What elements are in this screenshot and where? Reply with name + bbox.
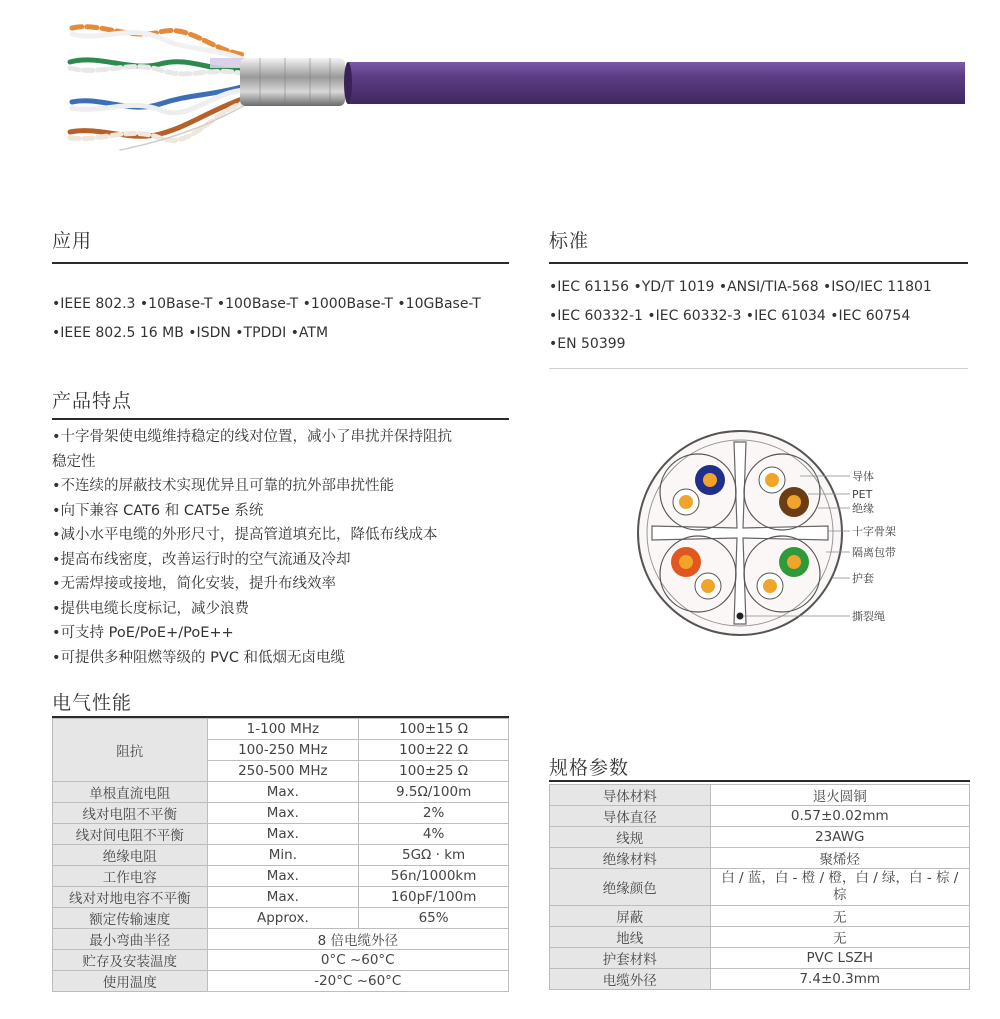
table-cell: 4% [359, 824, 509, 845]
table-cell: Max. [207, 824, 359, 845]
table-cell: 退火圆铜 [710, 785, 969, 806]
table-cell: 0.57±0.02mm [710, 806, 969, 827]
standard-line: •IEC 61156 •YD/T 1019 •ANSI/TIA-568 •ISO/IEC 11801 [549, 279, 932, 295]
table-row [550, 906, 970, 927]
table-row [53, 866, 509, 887]
table-label: 单根直流电阻 [53, 782, 208, 803]
table-cell: 8 倍电缆外径 [207, 929, 508, 950]
table-cell: 100-250 MHz [207, 740, 359, 761]
table-cell: Max. [207, 803, 359, 824]
table-label: 工作电容 [53, 866, 208, 887]
table-label: 线对间电阻不平衡 [53, 824, 208, 845]
table-row [53, 971, 509, 992]
feature-item: 稳定性 [52, 453, 96, 470]
table-label: 导体材料 [550, 785, 711, 806]
table-label: 绝缘颜色 [550, 869, 711, 906]
table-label: 线对电阻不平衡 [53, 803, 208, 824]
table-label: 线规 [550, 827, 711, 848]
cable-illustration [60, 10, 970, 160]
feature-item: •向下兼容 CAT6 和 CAT5e 系统 [52, 502, 264, 519]
table-cell: 9.5Ω/100m [359, 782, 509, 803]
table-label: 最小弯曲半径 [53, 929, 208, 950]
table-row [550, 869, 970, 906]
label-conductor: 导体 [852, 470, 874, 483]
application-line: •IEEE 802.5 16 MB •ISDN •TPDDI •ATM [52, 325, 329, 341]
features-rule [52, 418, 509, 420]
standard-divider [549, 368, 968, 369]
electrical-table [52, 718, 509, 992]
standard-line: •IEC 60332-1 •IEC 60332-3 •IEC 61034 •IEC 60754 [549, 308, 911, 324]
table-row [53, 719, 509, 740]
table-label: 使用温度 [53, 971, 208, 992]
label-separator-tape: 隔离包带 [852, 546, 896, 559]
label-rip-cord: 撕裂绳 [852, 610, 885, 623]
table-cell: 1-100 MHz [207, 719, 359, 740]
table-label: 地线 [550, 927, 711, 948]
table-cell: Max. [207, 782, 359, 803]
table-cell: 0°C ~60°C [207, 950, 508, 971]
table-label: 绝缘电阻 [53, 845, 208, 866]
label-cross-filler: 十字骨架 [852, 525, 896, 538]
table-label: 额定传输速度 [53, 908, 208, 929]
features-list [52, 425, 452, 670]
table-label: 导体直径 [550, 806, 711, 827]
table-label: 绝缘材料 [550, 848, 711, 869]
application-title: 应用 [52, 230, 93, 252]
application-rule [52, 262, 509, 264]
table-row [550, 848, 970, 869]
table-row [53, 803, 509, 824]
table-cell: Approx. [207, 908, 359, 929]
feature-item: •提高布线密度，改善运行时的空气流通及冷却 [52, 551, 351, 568]
table-cell: 56n/1000km [359, 866, 509, 887]
label-insulation: 绝缘 [852, 502, 874, 515]
table-cell: 23AWG [710, 827, 969, 848]
table-row [53, 908, 509, 929]
standard-title: 标准 [549, 230, 590, 252]
label-pet: PET [852, 488, 873, 501]
table-row [53, 887, 509, 908]
rip-cord [737, 613, 744, 620]
table-row [550, 927, 970, 948]
spec-title: 规格参数 [549, 757, 630, 779]
table-cell: 无 [710, 906, 969, 927]
table-row [53, 950, 509, 971]
standard-rule [549, 262, 968, 264]
table-cell: 白 / 蓝，白 - 橙 / 橙，白 / 绿，白 - 棕 / 棕 [710, 869, 969, 906]
table-cell: 聚烯烃 [710, 848, 969, 869]
spec-rule [549, 780, 970, 782]
table-label: 屏蔽 [550, 906, 711, 927]
table-row [550, 969, 970, 990]
table-row [53, 782, 509, 803]
table-row [53, 845, 509, 866]
feature-item: •无需焊接或接地，简化安装，提升布线效率 [52, 576, 337, 592]
table-cell: 100±22 Ω [359, 740, 509, 761]
feature-item: •十字骨架使电缆维持稳定的线对位置，减小了串扰并保持阻抗 [52, 429, 453, 445]
table-cell: -20°C ~60°C [207, 971, 508, 992]
table-label: 线对对地电容不平衡 [53, 887, 208, 908]
table-cell: 2% [359, 803, 509, 824]
table-cell: 7.4±0.3mm [710, 969, 969, 990]
table-label: 电缆外径 [550, 969, 711, 990]
application-line: •IEEE 802.3 •10Base-T •100Base-T •1000Base-T •10GBase-T [52, 296, 481, 312]
impedance-label: 阻抗 [53, 719, 208, 782]
cable-cross-section [630, 430, 970, 645]
table-row [550, 948, 970, 969]
spec-table [549, 784, 970, 990]
standard-line: •EN 50399 [549, 336, 626, 352]
electrical-title: 电气性能 [52, 692, 133, 714]
table-cell: 100±25 Ω [359, 761, 509, 782]
table-row [550, 806, 970, 827]
label-jacket: 护套 [852, 572, 874, 585]
table-cell: 无 [710, 927, 969, 948]
feature-item: •提供电缆长度标记，减少浪费 [52, 600, 250, 617]
table-cell: Max. [207, 866, 359, 887]
table-cell: Max. [207, 887, 359, 908]
table-cell: 100±15 Ω [359, 719, 509, 740]
table-cell: 65% [359, 908, 509, 929]
table-row [53, 824, 509, 845]
feature-item: •不连续的屏蔽技术实现优异且可靠的抗外部串扰性能 [52, 478, 395, 494]
table-cell: PVC LSZH [710, 948, 969, 969]
table-cell: Min. [207, 845, 359, 866]
table-row [550, 785, 970, 806]
features-title: 产品特点 [52, 390, 133, 412]
table-cell: 250-500 MHz [207, 761, 359, 782]
table-label: 贮存及安装温度 [53, 950, 208, 971]
table-cell: 160pF/100m [359, 887, 509, 908]
feature-item: •可支持 PoE/PoE+/PoE++ [52, 625, 234, 641]
table-cell: 5GΩ · km [359, 845, 509, 866]
table-row [53, 929, 509, 950]
table-row [550, 827, 970, 848]
feature-item: •减小水平电缆的外形尺寸，提高管道填充比，降低布线成本 [52, 527, 438, 543]
feature-item: •可提供多种阻燃等级的 PVC 和低烟无卤电缆 [52, 649, 346, 666]
table-label: 护套材料 [550, 948, 711, 969]
